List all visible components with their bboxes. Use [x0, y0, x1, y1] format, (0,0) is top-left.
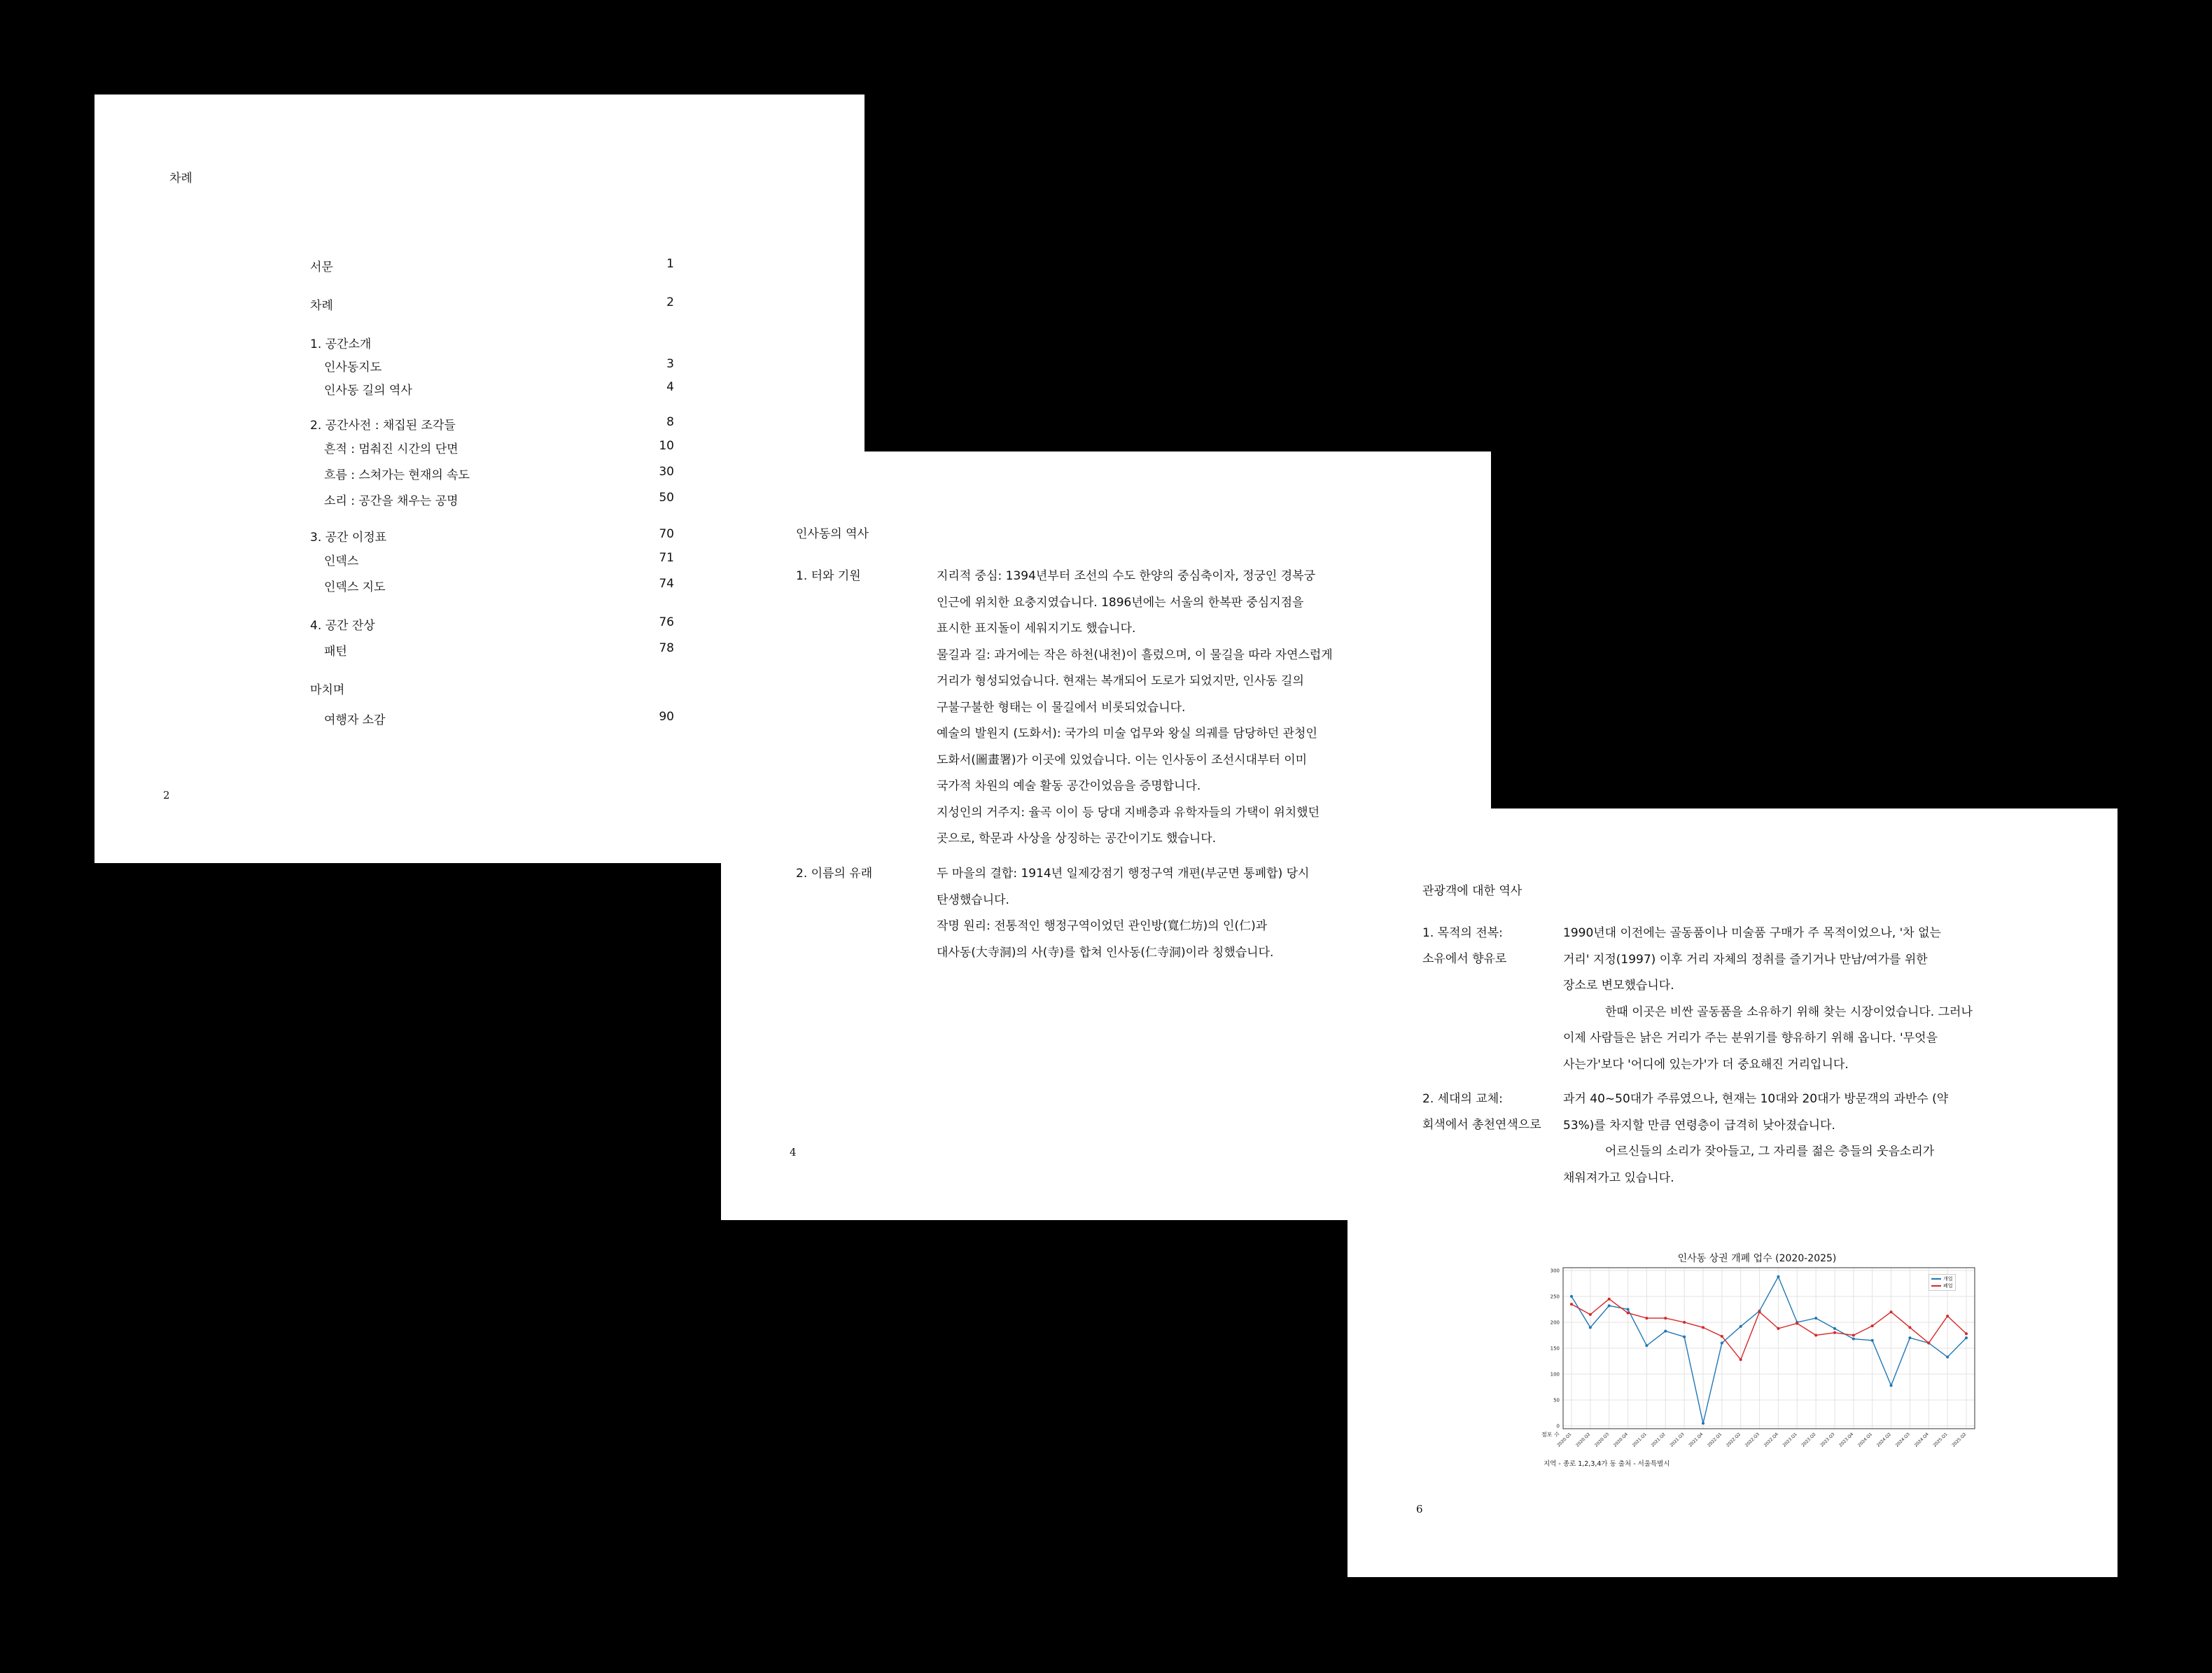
section-body — [1563, 1086, 1948, 1191]
x-tick-label: 2024.Q3 — [1894, 1432, 1911, 1448]
toc-entry-label: 차례 — [310, 299, 333, 313]
data-point — [1965, 1332, 1968, 1335]
legend-label: 폐업 — [1943, 1283, 1953, 1289]
x-tick-label: 2022.Q2 — [1725, 1432, 1742, 1448]
body-line: 지성인의 거주지: 율곡 이이 등 당대 지배층과 유학자들의 가택이 위치했던 — [937, 805, 1320, 820]
chart-legend — [1928, 1274, 1956, 1291]
page-heading: 관광객에 대한 역사 — [1422, 884, 1522, 898]
toc-entry-page: 3 — [666, 357, 674, 371]
chart-source-note: 지역 - 종로 1,2,3,4가 동 출처 - 서울특별시 — [1544, 1460, 1670, 1468]
x-tick-label: 2022.Q4 — [1763, 1432, 1779, 1448]
data-point — [1645, 1344, 1648, 1347]
data-point — [1683, 1321, 1686, 1324]
data-point — [1589, 1313, 1592, 1316]
body-line: 거리' 지정(1997) 이후 거리 자체의 정취를 즐기거나 만남/여가를 위한 — [1563, 952, 1928, 967]
toc-entry-label: 4. 공간 잔상 — [310, 619, 375, 633]
body-line: 장소로 변모했습니다. — [1563, 979, 1674, 993]
data-point — [1833, 1327, 1836, 1330]
body-line: 곳으로, 학문과 사상을 상징하는 공간이기도 했습니다. — [937, 832, 1217, 846]
toc-entry-page: 50 — [659, 491, 674, 505]
body-line: 이제 사람들은 낡은 거리가 주는 분위기를 향유하기 위해 옵니다. '무엇을 — [1563, 1031, 1938, 1045]
data-point — [1908, 1336, 1911, 1339]
toc-entry-label: 마치며 — [310, 683, 345, 697]
legend-item — [1931, 1282, 1953, 1289]
x-tick-label: 2021.Q2 — [1650, 1432, 1667, 1448]
body-line: 대사동(大寺洞)의 사(寺)를 합쳐 인사동(仁寺洞)이라 칭했습니다. — [937, 945, 1274, 960]
toc-entry-label: 2. 공간사전 : 채집된 조각들 — [310, 419, 456, 433]
y-tick-label: 200 — [1550, 1320, 1560, 1326]
body-line: 탄생했습니다. — [937, 892, 1009, 907]
y-tick-label: 100 — [1550, 1371, 1560, 1378]
legend-label: 개업 — [1943, 1276, 1953, 1282]
line-chart — [1536, 1248, 1984, 1458]
toc-entry-page: 8 — [666, 415, 674, 429]
toc-entry-label: 인사동지도 — [324, 360, 382, 374]
series-line — [1572, 1277, 1966, 1423]
chart-title: 인사동 상권 개폐 업수 (2020-2025) — [1677, 1253, 1837, 1264]
data-point — [1946, 1315, 1949, 1317]
section-body — [937, 564, 1333, 853]
data-point — [1721, 1335, 1723, 1338]
body-line: 1990년대 이전에는 골동품이나 미술품 구매가 주 목적이었으나, '차 없는 — [1563, 926, 1941, 940]
data-point — [1627, 1308, 1630, 1311]
y-tick-label: 50 — [1553, 1397, 1560, 1404]
page-heading: 인사동의 역사 — [796, 527, 869, 541]
x-tick-label: 2024.Q2 — [1875, 1432, 1892, 1448]
data-point — [1758, 1310, 1761, 1313]
toc-entry-page: 10 — [659, 439, 674, 453]
section-title: 1. 목적의 전복: 소유에서 향유로 — [1422, 926, 1507, 966]
x-tick-label: 2022.Q1 — [1707, 1432, 1723, 1448]
y-axis-label: 점포 수 — [1541, 1432, 1560, 1438]
data-point — [1890, 1384, 1893, 1387]
data-point — [1570, 1295, 1573, 1298]
body-line: 어르신들의 소리가 잦아들고, 그 자리를 젊은 층들의 웃음소리가 — [1605, 1144, 1935, 1158]
data-point — [1890, 1310, 1893, 1313]
x-tick-label: 2023.Q3 — [1819, 1432, 1836, 1448]
body-line: 작명 원리: 전통적인 행정구역이었던 관인방(寬仁坊)의 인(仁)과 — [937, 919, 1268, 933]
toc-entry-label: 흐름 : 스쳐가는 현재의 속도 — [324, 468, 470, 482]
data-point — [1852, 1338, 1855, 1340]
toc-heading: 차례 — [169, 172, 192, 186]
toc-entry-label: 3. 공간 이정표 — [310, 531, 387, 545]
x-tick-label: 2020.Q2 — [1575, 1432, 1592, 1448]
data-point — [1589, 1326, 1592, 1329]
section-title: 1. 터와 기원 — [796, 569, 861, 583]
toc-entry-label: 1. 공간소개 — [310, 337, 372, 351]
x-tick-label: 2023.Q1 — [1782, 1432, 1798, 1448]
data-point — [1664, 1317, 1667, 1320]
section-body — [937, 861, 1309, 966]
legend-swatch — [1931, 1285, 1941, 1287]
toc-entry-label: 인덱스 지도 — [324, 580, 386, 594]
body-line: 한때 이곳은 비싼 골동품을 소유하기 위해 찾는 시장이었습니다. 그러나 — [1605, 1004, 1973, 1019]
data-point — [1683, 1336, 1686, 1338]
data-point — [1871, 1324, 1874, 1327]
toc-entry-page: 74 — [659, 577, 674, 591]
legend-item — [1931, 1275, 1953, 1282]
body-line: 물길과 길: 과거에는 작은 하천(내천)이 흘렀으며, 이 물길을 따라 자연스럽게 — [937, 648, 1333, 662]
toc-entry-label: 서문 — [310, 260, 333, 274]
data-point — [1814, 1317, 1817, 1320]
body-line: 53%)를 차지할 만큼 연령층이 급격히 낮아졌습니다. — [1563, 1118, 1835, 1133]
data-point — [1608, 1304, 1611, 1307]
data-point — [1570, 1303, 1573, 1306]
toc-entry-label: 소리 : 공간을 채우는 공명 — [324, 494, 458, 508]
body-line: 표시한 표지돌이 세워지기도 했습니다. — [937, 622, 1136, 636]
y-tick-label: 0 — [1556, 1423, 1560, 1429]
data-point — [1814, 1334, 1817, 1337]
toc-entry-page: 1 — [666, 257, 674, 271]
series-line — [1572, 1299, 1966, 1360]
data-point — [1852, 1334, 1855, 1337]
x-tick-label: 2023.Q4 — [1838, 1432, 1855, 1448]
data-point — [1871, 1339, 1874, 1342]
data-point — [1927, 1342, 1930, 1345]
data-point — [1740, 1358, 1742, 1361]
section-body — [1563, 920, 1973, 1078]
body-line: 도화서(圖畫署)가 이곳에 있었습니다. 이는 인사동이 조선시대부터 이미 — [937, 752, 1308, 767]
body-line: 지리적 중심: 1394년부터 조선의 수도 한양의 중심축이자, 정궁인 경복궁 — [937, 569, 1316, 583]
toc-entry-page: 71 — [659, 551, 674, 565]
x-tick-label: 2020.Q3 — [1593, 1432, 1611, 1448]
data-point — [1721, 1342, 1723, 1345]
body-line: 두 마을의 결합: 1914년 일제강점기 행정구역 개편(부군면 통폐합) 당시 — [937, 867, 1310, 881]
body-line: 구불구불한 형태는 이 물길에서 비롯되었습니다. — [937, 700, 1186, 715]
page-number: 4 — [790, 1146, 797, 1158]
x-tick-label: 2024.Q1 — [1856, 1432, 1874, 1448]
legend-swatch — [1931, 1278, 1941, 1280]
page-number: 6 — [1416, 1503, 1423, 1516]
body-line: 과거 40~50대가 주류였으나, 현재는 10대와 20대가 방문객의 과반수 (약 — [1563, 1092, 1949, 1106]
x-tick-label: 2025.Q1 — [1932, 1432, 1949, 1448]
body-line: 예술의 발원지 (도화서): 국가의 미술 업무와 왕실 의궤를 담당하던 관청인 — [937, 727, 1317, 741]
data-point — [1664, 1330, 1667, 1333]
x-tick-label: 2021.Q3 — [1669, 1432, 1686, 1448]
x-tick-label: 2021.Q4 — [1688, 1432, 1704, 1448]
data-point — [1627, 1312, 1630, 1315]
data-point — [1740, 1325, 1742, 1328]
toc-entry-page: 76 — [659, 615, 674, 629]
section-title: 2. 이름의 유래 — [796, 867, 873, 881]
body-line: 거리가 형성되었습니다. 현재는 복개되어 도로가 되었지만, 인사동 길의 — [937, 674, 1304, 688]
toc-entry-page: 4 — [666, 380, 674, 394]
toc-entry-label: 패턴 — [324, 645, 347, 659]
toc-entry-page: 2 — [666, 295, 674, 309]
y-tick-label: 300 — [1550, 1268, 1560, 1274]
data-point — [1702, 1326, 1704, 1329]
page-visitors — [1348, 808, 2118, 1577]
body-line: 인근에 위치한 요충지였습니다. 1896년에는 서울의 한복판 중심지점을 — [937, 595, 1304, 610]
body-line: 국가적 차원의 예술 활동 공간이었음을 증명합니다. — [937, 779, 1201, 793]
data-point — [1702, 1422, 1704, 1424]
data-point — [1908, 1326, 1911, 1329]
toc-entry-page: 90 — [659, 710, 674, 724]
toc-entry-label: 인덱스 — [324, 554, 359, 568]
toc-entry-label: 여행자 소감 — [324, 713, 386, 727]
body-line: 사는가'보다 '어디에 있는가'가 더 중요해진 거리입니다. — [1563, 1057, 1849, 1072]
y-tick-label: 150 — [1550, 1345, 1560, 1352]
data-point — [1777, 1275, 1779, 1278]
toc-entry-label: 흔적 : 멈춰진 시간의 단면 — [324, 442, 458, 456]
toc-entry-page: 70 — [659, 527, 674, 541]
y-tick-label: 250 — [1550, 1294, 1560, 1300]
data-point — [1833, 1331, 1836, 1334]
page-number: 2 — [163, 789, 170, 802]
section-title: 2. 세대의 교체: 회색에서 총천연색으로 — [1422, 1092, 1541, 1132]
x-tick-label: 2021.Q1 — [1631, 1432, 1648, 1448]
data-point — [1946, 1356, 1949, 1359]
x-tick-label: 2022.Q3 — [1744, 1432, 1760, 1448]
data-point — [1795, 1322, 1798, 1324]
data-point — [1645, 1317, 1648, 1320]
toc-entry-page: 78 — [659, 641, 674, 655]
x-tick-label: 2025.Q2 — [1951, 1432, 1968, 1448]
data-point — [1965, 1336, 1968, 1339]
toc-entry-label: 인사동 길의 역사 — [324, 384, 412, 398]
body-line: 채워져가고 있습니다. — [1563, 1170, 1674, 1185]
data-point — [1608, 1298, 1611, 1301]
toc-entry-page: 30 — [659, 465, 674, 479]
x-tick-label: 2020.Q4 — [1612, 1432, 1629, 1448]
x-tick-label: 2023.Q2 — [1800, 1432, 1817, 1448]
x-tick-label: 2020.Q1 — [1556, 1432, 1573, 1448]
data-point — [1777, 1327, 1779, 1330]
x-tick-label: 2024.Q4 — [1913, 1432, 1930, 1448]
